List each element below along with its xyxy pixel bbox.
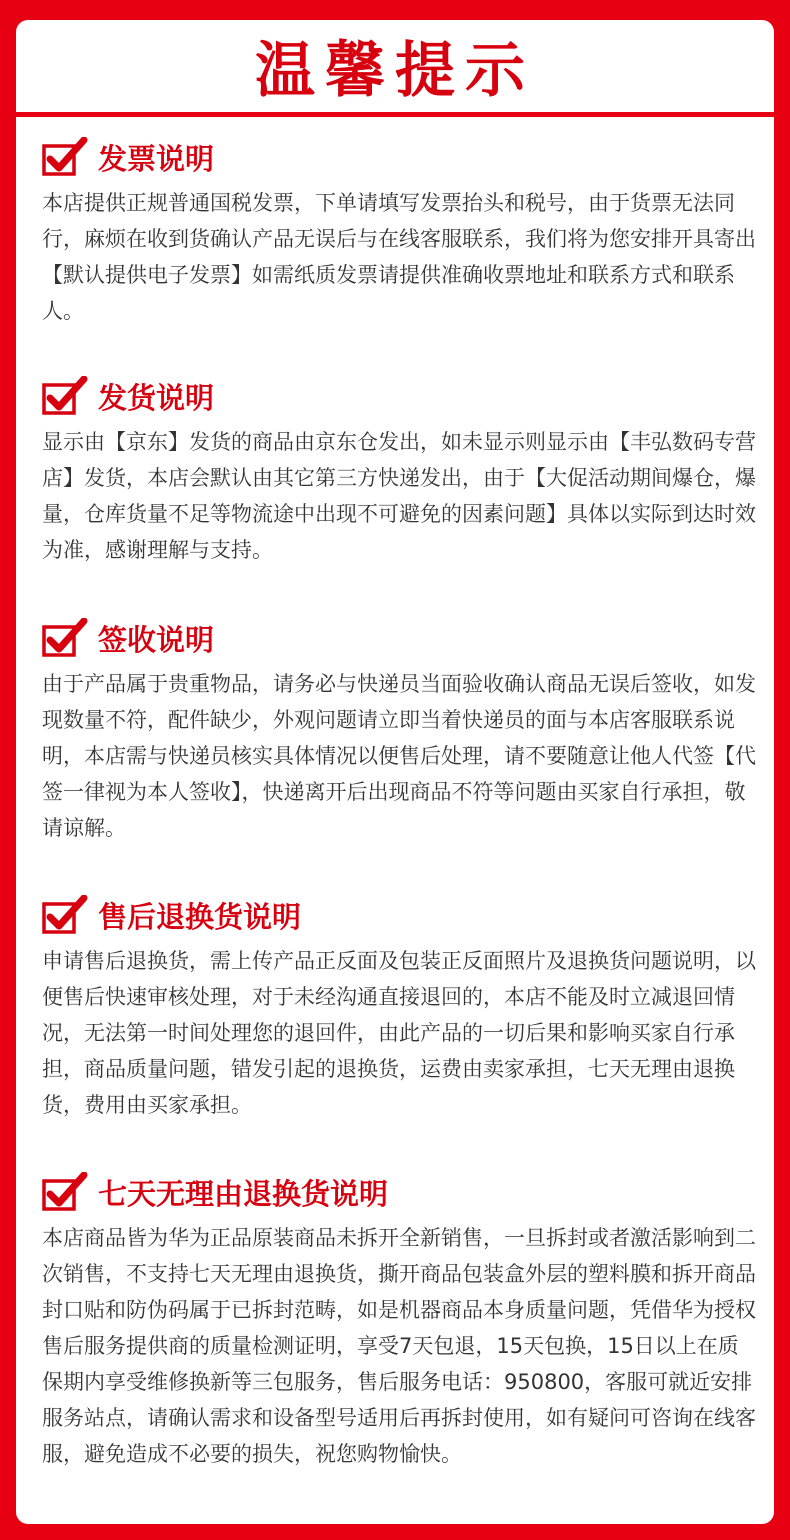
section-body: 本店提供正规普通国税发票，下单请填写发票抬头和税号，由于货票无法同行，麻烦在收到货确认产品无误后与在线客服联系，我们将为您安排开具寄出【默认提供电子发票】如需纸质发票请提供准确收票地址和联系方式和联系人。 [42,191,756,323]
section-title: 售后退换货说明 [98,899,302,934]
checkbox-check-icon [42,1172,88,1212]
checkbox-check-icon [42,376,88,416]
section-title: 发货说明 [98,380,215,415]
section-body: 本店商品皆为华为正品原装商品未拆开全新销售，一旦拆封或者激活影响到二次销售，不支持七天无理由退换货，撕开商品包装盒外层的塑料膜和拆开商品封口贴和防伪码属于已拆封范畴，如是机器商品本身质量问题，凭借华为授权售后服务提供商的质量检测证明，享受7天包退，15天包换，15日以上在质保期内享受维修换新等三包服务，售后服务电话：950800，客服可就近安排服务站点，请确认需求和设备型号适用后再拆封使用，如有疑问可咨询在线客服，避免造成不必要的损失，祝您购物愉快。 [42,1226,756,1466]
section-invoice [42,135,758,329]
section-shipping [42,374,758,568]
section-title: 签收说明 [98,622,215,657]
section-heading [42,374,758,418]
checkbox-check-icon [42,137,88,177]
section-after-sales [42,893,758,1123]
section-body: 显示由【京东】发货的商品由京东仓发出，如未显示则显示由【丰弘数码专营店】发货，本店会默认由其它第三方快递发出，由于【大促活动期间爆仓，爆量，仓库货量不足等物流途中出现不可避免的因素问题】具体以实际到达时效为准，感谢理解与支持。 [42,430,756,562]
header [16,20,774,112]
header-divider [16,112,774,117]
section-heading [42,893,758,937]
section-heading [42,616,758,660]
section-body: 由于产品属于贵重物品，请务必与快递员当面验收确认商品无误后签收，如发现数量不符，配件缺少，外观问题请立即当着快递员的面与本店客服联系说明，本店需与快递员核实具体情况以便售后处理，请不要随意让他人代签【代签一律视为本人签收】，快递离开后出现商品不符等问题由买家自行承担，敬请谅解。 [42,672,756,840]
section-body: 申请售后退换货，需上传产品正反面及包装正反面照片及退换货问题说明，以便售后快速审核处理，对于未经沟通直接退回的，本店不能及时立减退回情况，无法第一时间处理您的退回件，由此产品的一切后果和影响买家自行承担，商品质量问题，错发引起的退换货，运费由卖家承担，七天无理由退换货，费用由买家承担。 [42,949,756,1117]
section-title: 七天无理由退换货说明 [98,1176,389,1211]
page-title: 温馨提示 [255,36,535,106]
section-heading [42,1170,758,1214]
checkbox-check-icon [42,618,88,658]
section-receipt [42,616,758,846]
checkbox-check-icon [42,895,88,935]
section-seven-day-return [42,1170,758,1472]
section-heading [42,135,758,179]
notice-card [16,20,774,1524]
section-title: 发票说明 [98,141,215,176]
